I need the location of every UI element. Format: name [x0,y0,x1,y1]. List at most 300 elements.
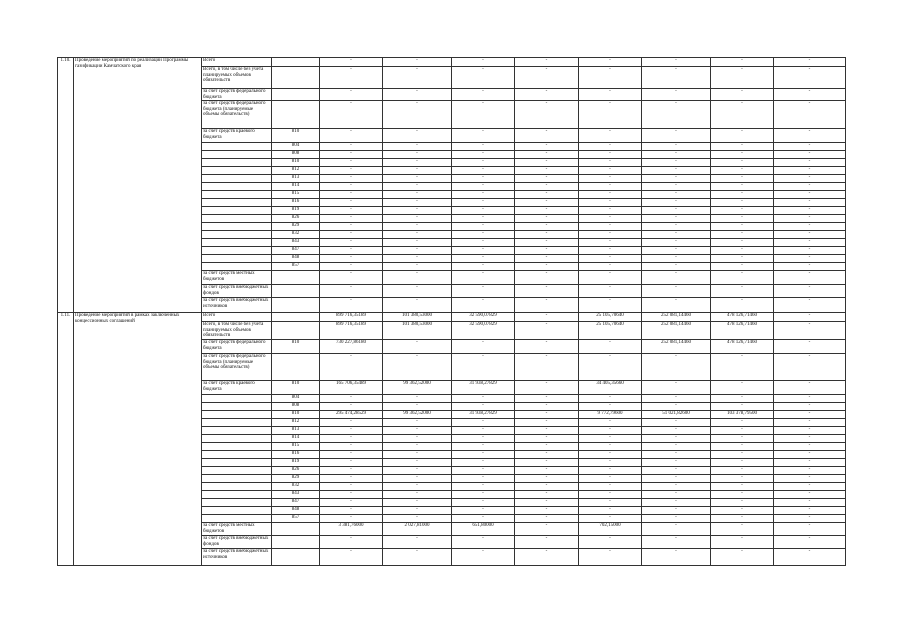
amount-cell: 101 380,53000 [383,313,452,322]
amount-cell: - [774,89,846,101]
budget-code [272,298,320,313]
amount-cell: - [515,354,579,381]
amount-cell: - [579,271,642,285]
amount-cell: - [711,67,774,89]
amount-cell: - [579,435,642,443]
section-title: Проведение мероприятий по реализации Программы газификации Камчатского края [74,58,202,313]
amount-cell: - [320,475,383,483]
amount-cell: - [774,239,846,247]
amount-cell: - [642,129,711,143]
budget-code: 816 [272,199,320,207]
amount-cell: - [774,191,846,199]
amount-cell: - [711,475,774,483]
funding-source-label [202,183,272,191]
amount-cell: - [579,491,642,499]
funding-source-label: Всего, в том числе без учета планируемых объемов обязательств [202,67,272,89]
amount-cell: - [383,459,452,467]
amount-cell: - [711,247,774,255]
funding-source-label: за счет средств внебюджетных источников [202,549,272,566]
amount-cell: - [774,395,846,403]
amount-cell: - [579,354,642,381]
amount-cell: - [642,451,711,459]
amount-cell: - [774,491,846,499]
amount-cell: - [642,207,711,215]
amount-cell: - [579,255,642,263]
amount-cell: - [711,175,774,183]
amount-cell: - [774,313,846,322]
funding-source-label [202,435,272,443]
funding-source-label [202,159,272,167]
amount-cell: - [383,159,452,167]
amount-cell: - [711,443,774,451]
amount-cell: - [320,199,383,207]
amount-cell: - [320,223,383,231]
amount-cell: - [383,451,452,459]
amount-cell: - [515,322,579,340]
amount-cell: - [383,175,452,183]
funding-source-label: за счет средств краевого бюджета [202,381,272,395]
amount-cell: - [320,58,383,67]
amount-cell: - [320,419,383,427]
funding-source-label [202,215,272,223]
amount-cell: - [711,549,774,566]
amount-cell: - [452,129,515,143]
amount-cell: - [711,89,774,101]
amount-cell: - [711,403,774,411]
amount-cell: - [383,215,452,223]
funding-source-label: за счет средств внебюджетных фондов [202,536,272,549]
amount-cell: - [320,67,383,89]
amount-cell: - [579,247,642,255]
amount-cell: 103 378,79500 [711,411,774,419]
amount-cell: - [642,199,711,207]
funding-source-label: за счет средств внебюджетных источников [202,298,272,313]
budget-code: 848 [272,255,320,263]
amount-cell: - [642,427,711,435]
budget-code: 819 [272,207,320,215]
budget-code [272,67,320,89]
amount-cell: - [642,536,711,549]
budget-code: 829 [272,223,320,231]
amount-cell: - [642,459,711,467]
funding-source-label [202,207,272,215]
amount-cell: - [642,515,711,523]
amount-cell: - [515,175,579,183]
amount-cell: - [774,285,846,298]
funding-source-label: Всего [202,313,272,322]
funding-source-label [202,507,272,515]
amount-cell: - [774,263,846,271]
amount-cell: - [642,101,711,129]
amount-cell: - [383,89,452,101]
amount-cell: - [579,459,642,467]
amount-cell: - [774,451,846,459]
amount-cell: - [515,435,579,443]
funding-source-label: за счет средств федерального бюджета (планируемые объемы обязательств) [202,101,272,129]
amount-cell: - [515,340,579,354]
funding-source-label [202,443,272,451]
amount-cell: - [383,231,452,239]
amount-cell: - [579,443,642,451]
budget-code: 819 [272,459,320,467]
amount-cell: - [515,549,579,566]
amount-cell: - [320,143,383,151]
amount-cell: 3 381,76000 [320,523,383,536]
amount-cell: - [320,151,383,159]
amount-cell: - [642,183,711,191]
funding-source-label [202,459,272,467]
amount-cell: - [579,215,642,223]
amount-cell: - [320,467,383,475]
amount-cell: 651,80000 [452,523,515,536]
amount-cell: - [642,475,711,483]
amount-cell: - [383,515,452,523]
amount-cell: - [452,507,515,515]
amount-cell: - [711,215,774,223]
amount-cell: - [642,159,711,167]
amount-cell: - [515,199,579,207]
amount-cell: - [383,151,452,159]
amount-cell: - [320,354,383,381]
funding-source-label: Всего [202,58,272,67]
amount-cell: - [711,459,774,467]
budget-code: 815 [272,191,320,199]
amount-cell: - [774,419,846,427]
amount-cell: - [515,298,579,313]
amount-cell: - [515,443,579,451]
amount-cell: 25 105,70640 [579,313,642,322]
amount-cell: - [642,191,711,199]
amount-cell: - [515,499,579,507]
amount-cell: - [579,67,642,89]
amount-cell: - [711,467,774,475]
amount-cell: - [774,381,846,395]
amount-cell: - [711,58,774,67]
amount-cell: - [452,159,515,167]
budget-code: 810 [272,159,320,167]
amount-cell: - [774,322,846,340]
amount-cell: 99 362,52000 [383,381,452,395]
amount-cell: - [383,483,452,491]
amount-cell: - [711,101,774,129]
budget-code: 814 [272,183,320,191]
amount-cell: - [383,58,452,67]
amount-cell: - [452,340,515,354]
amount-cell: - [642,239,711,247]
amount-cell: 478 126,71460 [711,340,774,354]
funding-source-label [202,263,272,271]
amount-cell: - [774,215,846,223]
amount-cell: - [515,459,579,467]
amount-cell: - [774,101,846,129]
amount-cell: - [452,207,515,215]
amount-cell: 252 081,14460 [642,322,711,340]
amount-cell: - [383,427,452,435]
amount-cell: - [515,467,579,475]
amount-cell: - [774,207,846,215]
amount-cell: - [320,129,383,143]
amount-cell: - [774,340,846,354]
amount-cell: - [452,435,515,443]
amount-cell: - [711,298,774,313]
amount-cell: - [452,491,515,499]
budget-code: 813 [272,427,320,435]
amount-cell: 252 081,14460 [642,340,711,354]
funding-source-label [202,419,272,427]
amount-cell: - [774,507,846,515]
amount-cell: - [642,507,711,515]
amount-cell: - [515,58,579,67]
funding-source-label [202,483,272,491]
funding-source-label [202,499,272,507]
amount-cell: - [774,231,846,239]
amount-cell: - [579,58,642,67]
amount-cell: - [711,199,774,207]
budget-code [272,285,320,298]
amount-cell: - [642,523,711,536]
amount-cell: - [774,523,846,536]
amount-cell: - [383,271,452,285]
amount-cell: - [642,231,711,239]
amount-cell: - [452,285,515,298]
amount-cell: - [515,239,579,247]
amount-cell: - [383,183,452,191]
document-page [57,57,845,566]
amount-cell: - [642,215,711,223]
amount-cell: - [579,199,642,207]
amount-cell: - [579,167,642,175]
amount-cell: 478 126,71460 [711,322,774,340]
amount-cell: - [711,263,774,271]
amount-cell: - [383,255,452,263]
section-title: Проведение мероприятий в рамках заключенных концессионных соглашений [74,313,202,566]
amount-cell: - [579,129,642,143]
amount-cell: - [711,129,774,143]
amount-cell: - [774,549,846,566]
amount-cell: - [711,483,774,491]
funding-source-label [202,467,272,475]
amount-cell: - [579,183,642,191]
budget-code [272,271,320,285]
amount-cell: - [515,483,579,491]
amount-cell: - [452,419,515,427]
amount-cell: - [579,223,642,231]
amount-cell: - [642,443,711,451]
amount-cell: 165 706,35489 [320,381,383,395]
amount-cell: - [515,427,579,435]
amount-cell: - [774,499,846,507]
amount-cell: - [515,515,579,523]
funding-source-label [202,223,272,231]
amount-cell: 295 474,28529 [320,411,383,419]
amount-cell: - [383,247,452,255]
amount-cell: - [642,491,711,499]
amount-cell: - [642,223,711,231]
amount-cell: - [452,263,515,271]
amount-cell: - [515,395,579,403]
amount-cell: - [579,143,642,151]
amount-cell: - [383,475,452,483]
budget-code [272,58,320,67]
amount-cell: - [642,247,711,255]
amount-cell: 899 716,35189 [320,313,383,322]
amount-cell: - [642,285,711,298]
amount-cell: - [711,167,774,175]
amount-cell: - [642,499,711,507]
amount-cell: - [711,231,774,239]
amount-cell: - [515,159,579,167]
budget-code [272,523,320,536]
amount-cell: - [711,271,774,285]
amount-cell: - [383,435,452,443]
amount-cell: - [711,207,774,215]
amount-cell: - [579,536,642,549]
amount-cell: - [383,536,452,549]
amount-cell: - [579,395,642,403]
amount-cell: - [711,451,774,459]
amount-cell: - [711,435,774,443]
amount-cell: 478 126,71460 [711,313,774,322]
budget-code: 810 [272,381,320,395]
funding-source-label [202,175,272,183]
amount-cell: - [452,298,515,313]
amount-cell: 31 938,27829 [452,411,515,419]
amount-cell: - [320,499,383,507]
amount-cell: - [320,507,383,515]
amount-cell: - [383,239,452,247]
budget-code [272,549,320,566]
amount-cell: - [642,167,711,175]
amount-cell: - [320,247,383,255]
amount-cell: - [452,223,515,231]
amount-cell: - [579,419,642,427]
amount-cell: - [452,183,515,191]
amount-cell: - [383,67,452,89]
amount-cell: 51 021,82600 [642,411,711,419]
amount-cell: - [774,411,846,419]
amount-cell: - [452,239,515,247]
amount-cell: - [515,89,579,101]
amount-cell: - [711,159,774,167]
amount-cell: - [515,255,579,263]
funding-source-label [202,143,272,151]
amount-cell: - [579,507,642,515]
amount-cell: 9 772,79600 [579,411,642,419]
funding-source-label [202,151,272,159]
budget-code: 812 [272,167,320,175]
amount-cell: - [515,271,579,285]
amount-cell: - [515,129,579,143]
budget-code: 812 [272,419,320,427]
amount-cell: - [515,285,579,298]
amount-cell: - [711,515,774,523]
amount-cell: - [452,271,515,285]
budget-code [272,322,320,340]
amount-cell: - [452,58,515,67]
amount-cell: - [320,549,383,566]
amount-cell: - [515,523,579,536]
amount-cell: - [774,427,846,435]
amount-cell: - [579,427,642,435]
amount-cell: - [711,255,774,263]
budget-code: 813 [272,175,320,183]
amount-cell: - [452,67,515,89]
amount-cell: - [320,239,383,247]
amount-cell: - [774,435,846,443]
amount-cell: - [515,313,579,322]
amount-cell: - [774,223,846,231]
amount-cell: - [452,403,515,411]
amount-cell: - [515,411,579,419]
amount-cell: 32 590,07829 [452,313,515,322]
budget-code: 808 [272,151,320,159]
funding-source-label: за счет средств местных бюджетов [202,523,272,536]
amount-cell: - [774,151,846,159]
amount-cell: - [383,223,452,231]
amount-cell: - [320,536,383,549]
amount-cell: - [642,175,711,183]
table-row [58,58,846,67]
amount-cell: 32 590,07829 [452,322,515,340]
amount-cell: - [515,231,579,239]
amount-cell: - [320,427,383,435]
amount-cell: - [320,101,383,129]
funding-source-label [202,515,272,523]
funding-source-label [202,167,272,175]
amount-cell: - [320,89,383,101]
amount-cell: - [320,285,383,298]
amount-cell: - [452,483,515,491]
budget-code [272,354,320,381]
amount-cell: - [383,443,452,451]
budget-code: 847 [272,247,320,255]
amount-cell: - [774,183,846,191]
amount-cell: - [320,215,383,223]
budget-code: 808 [272,403,320,411]
amount-cell: - [774,129,846,143]
amount-cell: - [579,475,642,483]
amount-cell: - [711,419,774,427]
funding-source-label [202,255,272,263]
budget-code: 804 [272,395,320,403]
amount-cell: - [320,271,383,285]
amount-cell: - [579,298,642,313]
amount-cell: - [452,175,515,183]
amount-cell: - [579,340,642,354]
amount-cell: - [452,515,515,523]
budget-code: 847 [272,499,320,507]
amount-cell: 31 938,27829 [452,381,515,395]
budget-code: 826 [272,467,320,475]
amount-cell: - [711,285,774,298]
amount-cell: - [383,101,452,129]
amount-cell: - [383,354,452,381]
amount-cell: - [383,143,452,151]
amount-cell: - [774,67,846,89]
budget-code [272,101,320,129]
budget-code [272,536,320,549]
funding-source-label [202,199,272,207]
amount-cell: - [452,255,515,263]
table-body [58,58,846,566]
funding-source-label: за счет средств местных бюджетов [202,271,272,285]
amount-cell: 702,15000 [579,523,642,536]
budget-code [272,89,320,101]
amount-cell: - [383,298,452,313]
amount-cell: - [320,175,383,183]
amount-cell: - [774,271,846,285]
amount-cell: - [320,167,383,175]
